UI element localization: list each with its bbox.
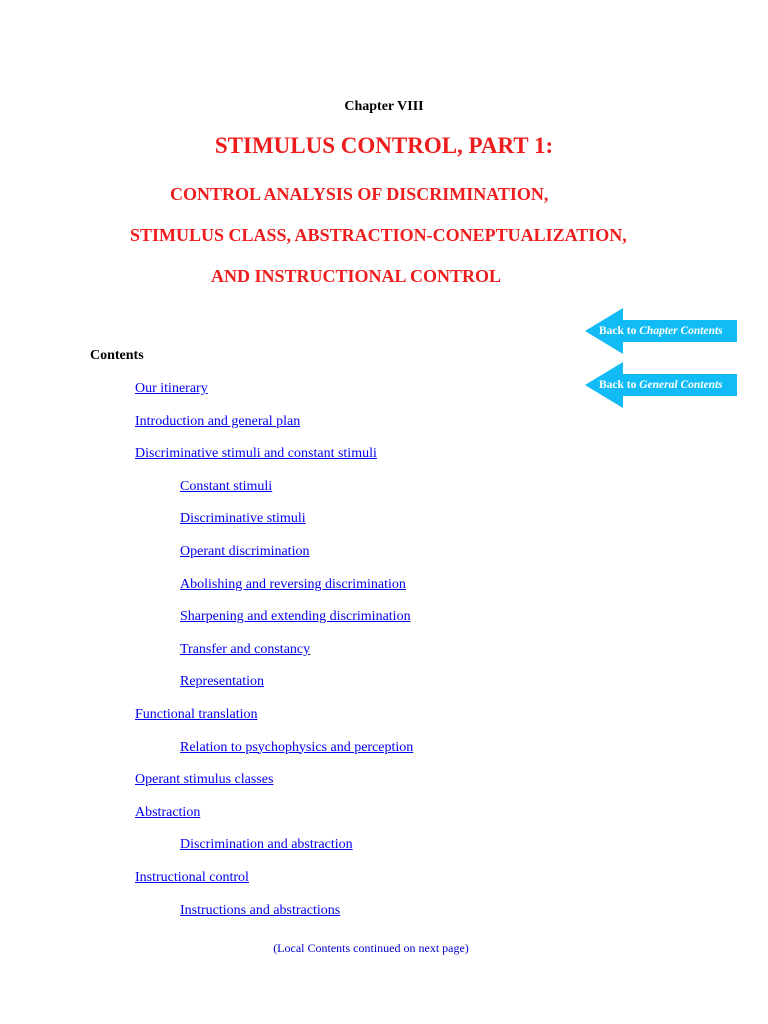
toc-link[interactable]: Functional translation [135,706,258,722]
toc-item [0,476,413,509]
subtitle-line-2: STIMULUS CLASS, ABSTRACTION-CONEPTUALIZATION, [130,225,627,245]
toc-link[interactable]: Discrimination and abstraction [180,837,353,853]
toc-link[interactable]: Discriminative stimuli [180,511,306,527]
contents-heading: Contents [90,348,144,363]
subtitle-line-3: AND INSTRUCTIONAL CONTROL [211,266,502,286]
back-to-general-contents-label: Back to General Contents [599,379,723,391]
back-to-chapter-contents-button[interactable] [585,308,737,354]
toc-item [0,541,413,574]
toc-item [0,867,413,900]
toc-item [0,606,413,639]
toc-link[interactable]: Transfer and constancy [180,641,311,657]
toc-link[interactable]: Sharpening and extending discrimination [180,609,411,625]
toc-link[interactable]: Instructional control [135,869,249,885]
toc-item [0,704,413,737]
toc-link[interactable]: Representation [180,674,264,690]
toc-link[interactable]: Abolishing and reversing discrimination [180,576,406,592]
toc-item [0,671,413,704]
chapter-title: STIMULUS CONTROL, PART 1: [214,133,554,158]
toc-link[interactable]: Introduction and general plan [135,413,301,429]
toc-link[interactable]: Instructions and abstractions [180,902,341,918]
toc-item [0,834,413,867]
toc-item [0,737,413,770]
toc-item [0,443,413,476]
toc-item [0,574,413,607]
toc-link[interactable]: Discriminative stimuli and constant stimuli [135,446,377,462]
toc-item [0,769,413,802]
back-to-general-contents-button[interactable] [585,362,737,408]
toc-item [0,639,413,672]
toc-item [0,411,413,444]
toc-link[interactable]: Abstraction [135,804,201,820]
subtitle-line-1: CONTROL ANALYSIS OF DISCRIMINATION, [170,184,549,204]
toc-item [0,508,413,541]
toc-link[interactable]: Operant discrimination [180,543,310,559]
table-of-contents [0,378,413,932]
toc-link[interactable]: Constant stimuli [180,478,273,494]
toc-link[interactable]: Operant stimulus classes [135,772,274,788]
back-to-chapter-contents-label: Back to Chapter Contents [599,325,723,337]
toc-link[interactable]: Our itinerary [135,381,208,396]
toc-item [0,900,413,933]
toc-link[interactable]: Relation to psychophysics and perception [180,739,414,755]
chapter-label: Chapter VIII [344,99,424,114]
toc-item [0,802,413,835]
toc-item [0,378,413,411]
continued-note: (Local Contents continued on next page) [273,941,469,955]
